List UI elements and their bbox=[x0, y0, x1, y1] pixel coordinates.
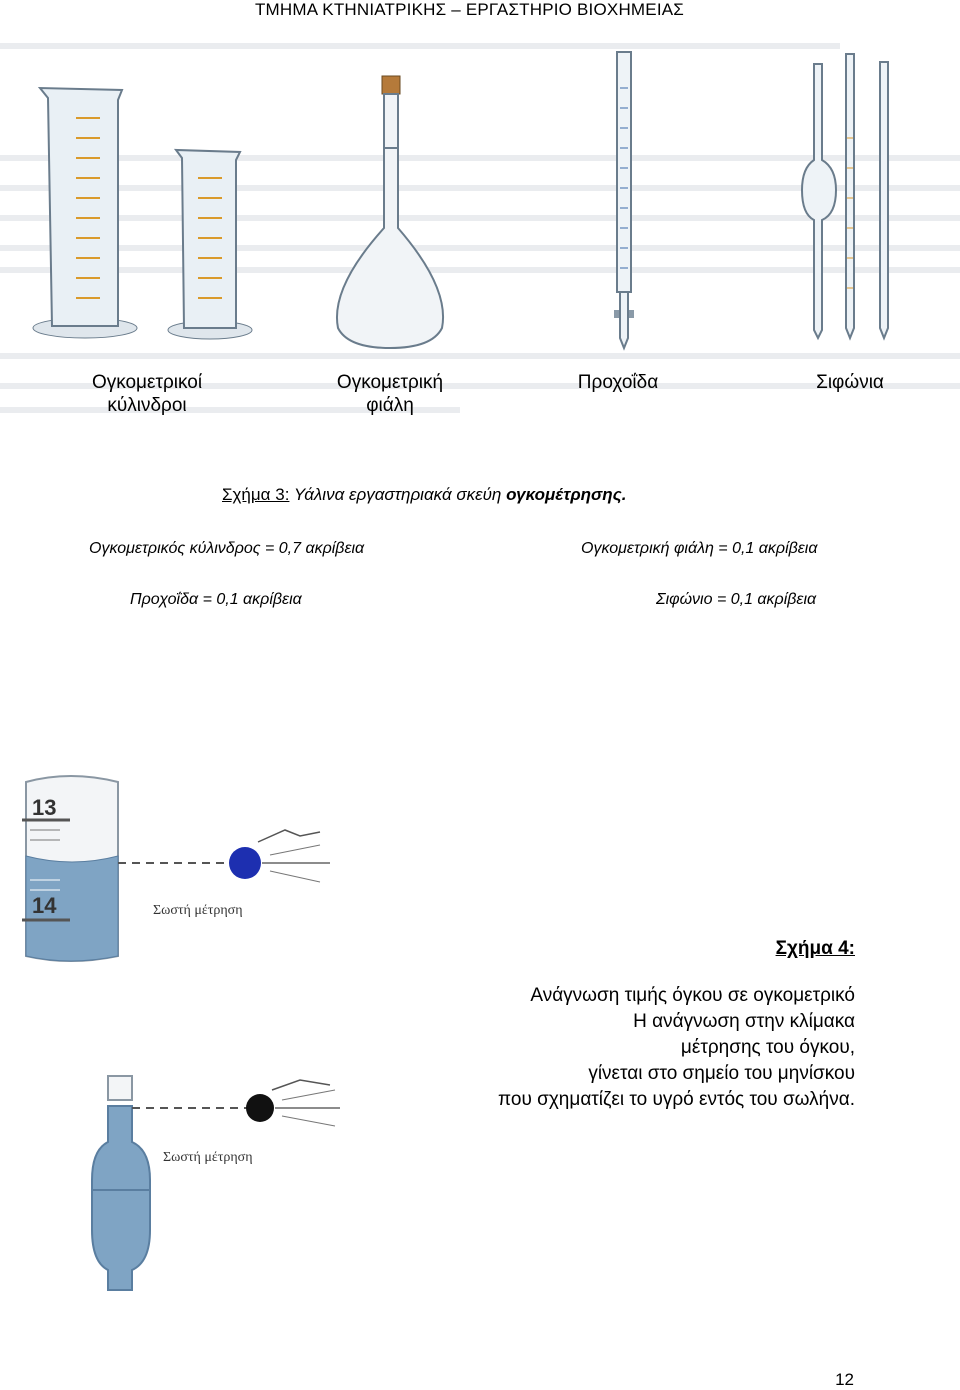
scale-13: 13 bbox=[32, 795, 57, 820]
pipettes bbox=[802, 54, 888, 338]
correct-reading-1: Σωστή μέτρηση bbox=[153, 903, 243, 918]
figure4-line-4: γίνεται στο σημείο του μηνίσκου bbox=[588, 1063, 855, 1084]
label-cylinders-line2: κύλινδροι bbox=[107, 395, 187, 416]
figure4-line-3: μέτρησης του όγκου, bbox=[680, 1037, 855, 1058]
accuracy-pipette: Σιφώνιο = 0,1 ακρίβεια bbox=[656, 591, 817, 608]
label-flask-line2: φιάλη bbox=[366, 395, 414, 416]
graduated-cylinder-small bbox=[168, 150, 252, 339]
meniscus-pipette-lower bbox=[0, 1190, 380, 1300]
graduated-cylinder-large bbox=[33, 88, 137, 338]
accuracy-cylinder: Ογκομετρικός κύλινδρος = 0,7 ακρίβεια bbox=[89, 540, 365, 557]
eye-icon bbox=[229, 830, 330, 882]
figure3-caption-bold: ογκομέτρησης. bbox=[506, 485, 627, 504]
label-cylinders bbox=[52, 371, 242, 417]
header-title: ΤΜΗΜΑ ΚΤΗΝΙΑΤΡΙΚΗΣ – ΕΡΓΑΣΤΗΡΙΟ ΒΙΟΧΗΜΕΙΑΣ bbox=[254, 0, 684, 19]
correct-reading-2: Σωστή μέτρηση bbox=[163, 1150, 253, 1165]
label-flask-line1: Ογκομετρική bbox=[336, 372, 444, 393]
volumetric-flask bbox=[337, 76, 443, 348]
label-burette: Προχοΐδα bbox=[577, 372, 659, 393]
page-number: 12 bbox=[835, 1370, 854, 1389]
figure3-caption-number: Σχήμα 3: bbox=[222, 485, 290, 504]
page-header bbox=[0, 0, 960, 22]
label-flask bbox=[300, 371, 480, 417]
figure3-caption-text: Υάλινα εργαστηριακά σκεύη bbox=[289, 485, 507, 504]
figure4-caption-number: Σχήμα 4: bbox=[775, 938, 855, 959]
meniscus-pipette bbox=[92, 1076, 150, 1190]
figure4-line-2: Η ανάγνωση στην κλίμακα bbox=[633, 1011, 855, 1032]
label-pipettes: Σιφώνια bbox=[816, 372, 884, 393]
scale-14: 14 bbox=[32, 893, 57, 918]
label-cylinders-line1: Ογκομετρικοί bbox=[91, 372, 203, 393]
figure4-line-5: που σχηματίζει το υγρό εντός του σωλήνα. bbox=[498, 1089, 855, 1110]
figure3-caption bbox=[222, 485, 626, 505]
accuracy-flask: Ογκομετρική φιάλη = 0,1 ακρίβεια bbox=[581, 540, 818, 557]
burette bbox=[614, 52, 634, 348]
accuracy-burette: Προχοΐδα = 0,1 ακρίβεια bbox=[130, 591, 302, 608]
eye-icon-2 bbox=[246, 1080, 340, 1126]
meniscus-figure bbox=[0, 770, 380, 1190]
figure4-line-1: Ανάγνωση τιμής όγκου σε ογκομετρικό bbox=[530, 985, 855, 1006]
